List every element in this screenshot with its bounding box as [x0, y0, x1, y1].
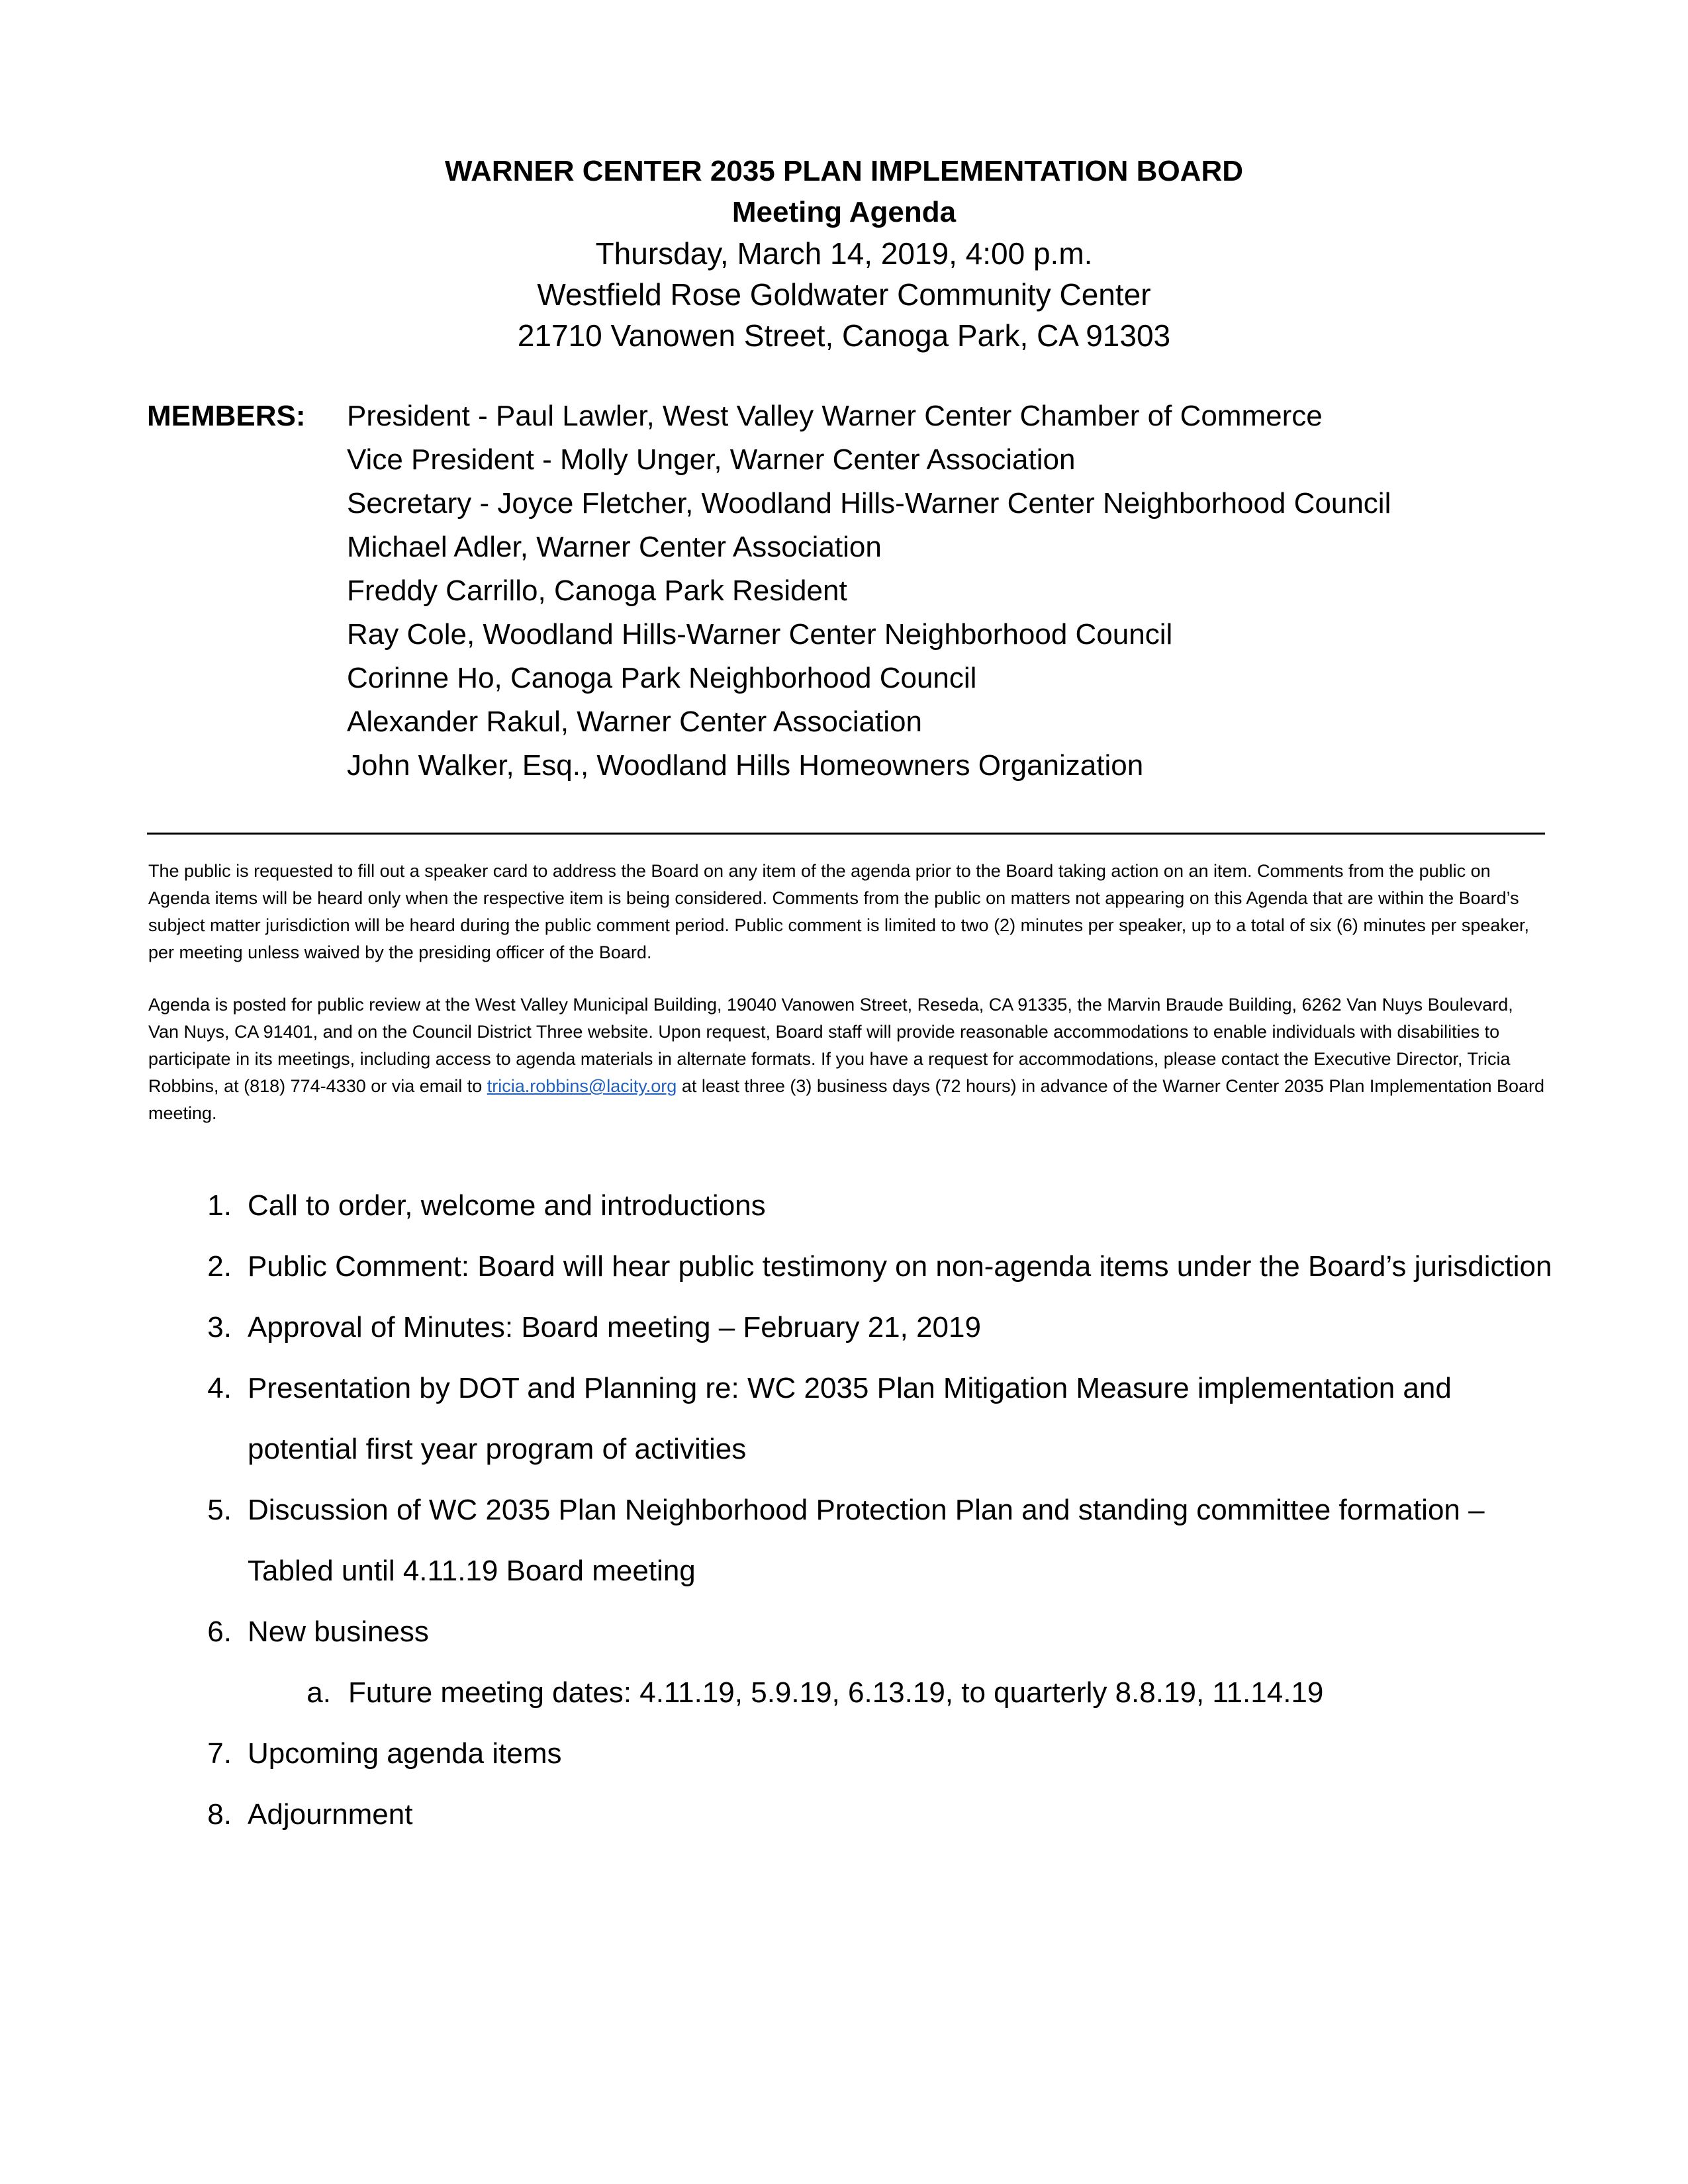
agenda-item	[192, 1297, 1556, 1358]
agenda-item-number: 2.	[207, 1250, 232, 1283]
agenda-item-number: 6.	[207, 1615, 232, 1648]
agenda-item	[192, 1175, 1556, 1236]
agenda-item	[192, 1784, 1556, 1845]
member-entry: Secretary - Joyce Fletcher, Woodland Hills-Warner Center Neighborhood Council	[347, 487, 1391, 520]
members-label: MEMBERS:	[147, 400, 306, 432]
agenda-item	[192, 1602, 1556, 1662]
section-divider	[147, 833, 1545, 835]
posting-accommodation-notice	[148, 991, 1545, 1127]
meeting-datetime: Thursday, March 14, 2019, 4:00 p.m.	[595, 236, 1093, 271]
members-list	[347, 394, 1538, 788]
agenda-list	[192, 1175, 1556, 1845]
member-entry: Corinne Ho, Canoga Park Neighborhood Council	[347, 662, 977, 694]
agenda-item-text: New business	[248, 1615, 429, 1648]
agenda-item-number: 4.	[207, 1372, 232, 1404]
agenda-item-number: 5.	[207, 1494, 232, 1526]
agenda-item	[192, 1358, 1556, 1480]
agenda-item-text: Discussion of WC 2035 Plan Neighborhood Protection Plan and standing committee formation – Tabled until 4.11.19 Board meeting	[248, 1494, 1485, 1587]
member-entry: John Walker, Esq., Woodland Hills Homeowners Organization	[347, 749, 1144, 782]
agenda-item-text: Call to order, welcome and introductions	[248, 1189, 766, 1222]
member-entry: President - Paul Lawler, West Valley Warner Center Chamber of Commerce	[347, 400, 1323, 432]
agenda-item-number: 7.	[207, 1737, 232, 1770]
agenda-item	[192, 1236, 1556, 1297]
notice-text-after-email: at least three (3) business days (72 hours) in advance of the Warner Center 2035 Plan Implementation Board meeting.	[148, 1076, 1545, 1123]
agenda-item-text: Presentation by DOT and Planning re: WC 2035 Plan Mitigation Measure implementation and potential first year program of activities	[248, 1372, 1452, 1465]
agenda-item-number: 3.	[207, 1311, 232, 1343]
agenda-item	[192, 1480, 1556, 1602]
agenda-item	[192, 1723, 1556, 1784]
agenda-subitem-text: Future meeting dates: 4.11.19, 5.9.19, 6.13.19, to quarterly 8.8.19, 11.14.19	[348, 1676, 1324, 1709]
board-title: WARNER CENTER 2035 PLAN IMPLEMENTATION BOARD	[444, 155, 1243, 187]
member-entry: Alexander Rakul, Warner Center Association	[347, 705, 922, 738]
agenda-item-number: 8.	[207, 1798, 232, 1831]
agenda-subitem-letter: a.	[306, 1676, 331, 1709]
agenda-item-text: Approval of Minutes: Board meeting – February 21, 2019	[248, 1311, 981, 1343]
agenda-item-number: 1.	[207, 1189, 232, 1222]
contact-email-link[interactable]: tricia.robbins@lacity.org	[487, 1076, 677, 1096]
agenda-item-text: Upcoming agenda items	[248, 1737, 562, 1770]
member-entry: Ray Cole, Woodland Hills-Warner Center Neighborhood Council	[347, 618, 1173, 651]
member-entry: Michael Adler, Warner Center Association	[347, 531, 882, 563]
agenda-subitem	[192, 1662, 1556, 1723]
agenda-subtitle: Meeting Agenda	[731, 196, 957, 228]
document-header	[0, 151, 1688, 356]
member-entry: Vice President - Molly Unger, Warner Center Association	[347, 443, 1076, 476]
agenda-item-text: Adjournment	[248, 1798, 413, 1831]
member-entry: Freddy Carrillo, Canoga Park Resident	[347, 574, 847, 607]
public-comment-notice: The public is requested to fill out a speaker card to address the Board on any item of the agenda prior to the Board taking action on an item. Comments from the public on Agenda items will be heard only when the respective item is being considered. Comments from the public on matters not appearing on this Agenda that are within the Board’s subject matter jurisdiction will be heard during the public comment period. Public comment is limited to two (2) minutes per speaker, up to a total of six (6) minutes per speaker, per meeting unless waived by the presiding officer of the Board.	[148, 861, 1529, 962]
meeting-venue: Westfield Rose Goldwater Community Center	[537, 277, 1151, 312]
agenda-item-text: Public Comment: Board will hear public testimony on non-agenda items under the Board’s jurisdiction	[248, 1250, 1552, 1283]
notice-text-before-email: Agenda is posted for public review at the West Valley Municipal Building, 19040 Vanowen Street, Reseda, CA 91335, the Marvin Braude Building, 6262 Van Nuys Boulevard, Van Nuys, CA 91401, and on the Council District Three website. Upon request, Board staff will provide reasonable accommodations to enable individuals with disabilities to participate in its meetings, including access to agenda materials in alternate formats. If you have a request for accommodations, please contact the Executive Director, Tricia Robbins, at (818) 774-4330 or via email to	[148, 995, 1513, 1096]
meeting-address: 21710 Vanowen Street, Canoga Park, CA 91303	[517, 318, 1171, 353]
